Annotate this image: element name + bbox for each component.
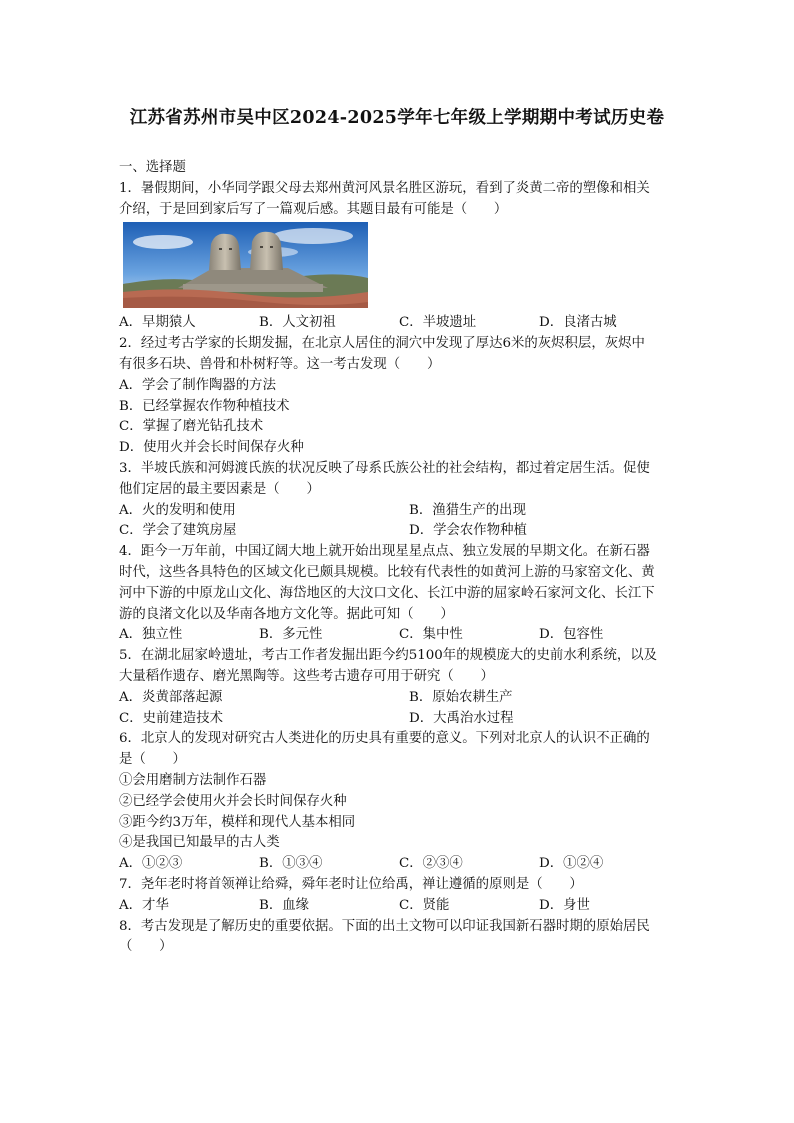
question-2-line-2: 有很多石块、兽骨和朴树籽等。这一考古发现（ ） (119, 356, 441, 372)
option-b[interactable]: B．人文初祖 (259, 315, 336, 331)
question-3-line-1: 3．半坡氏族和河姆渡氏族的状况反映了母系氏族公社的社会结构，都过着定居生活。促使 (119, 460, 650, 476)
question-4-options (119, 625, 679, 646)
question-7-options (119, 896, 679, 917)
question-4-line-2: 时代，这些各具特色的区域文化已颇具规模。比较有代表性的如黄河上游的马家窑文化、黄 (119, 564, 655, 580)
option-b[interactable]: B．血缘 (259, 897, 310, 913)
question-5-options-row-2 (119, 709, 679, 730)
statement-2: ②已经学会使用火并会长时间保存火种 (119, 793, 347, 809)
option-d[interactable]: D．良渚古城 (539, 315, 617, 331)
option-c[interactable]: C．②③④ (399, 856, 463, 872)
question-5-options-row-1 (119, 688, 679, 709)
option-b[interactable]: B．①③④ (259, 856, 323, 872)
option-a[interactable]: A．早期猿人 (119, 315, 196, 331)
yan-huang-statue-photo (123, 222, 368, 308)
question-1-line-1: 1．暑假期间，小华同学跟父母去郑州黄河风景名胜区游玩，看到了炎黄二帝的塑像和相关 (119, 180, 650, 196)
option-a[interactable]: A．火的发明和使用 (119, 502, 236, 518)
question-3-line-2: 他们定居的最主要因素是（ ） (119, 481, 320, 497)
page-title: 江苏省苏州市吴中区2024-2025学年七年级上学期期中考试历史卷 (129, 108, 665, 128)
option-d[interactable]: D．①②④ (539, 856, 604, 872)
option-d[interactable]: D．大禹治水过程 (409, 710, 514, 726)
option-c[interactable]: C．半坡遗址 (399, 315, 477, 331)
question-3-options-row-2 (119, 521, 679, 542)
question-5-line-1: 5．在湖北屈家岭遗址，考古工作者发掘出距今约5100年的规模庞大的史前水利系统，以及 (119, 648, 658, 664)
question-1-options (119, 313, 679, 334)
section-heading: 一、选择题 (119, 160, 186, 175)
option-a[interactable]: A．才华 (119, 897, 169, 913)
statement-1: ①会用磨制方法制作石器 (119, 772, 267, 788)
option-b[interactable]: B．已经掌握农作物种植技术 (119, 398, 290, 414)
question-7-line-1: 7．尧年老时将首领禅让给舜，舜年老时让位给禹，禅让遵循的原则是（ ） (119, 876, 583, 892)
option-b[interactable]: B．原始农耕生产 (409, 689, 513, 705)
question-1-line-2: 介绍，于是回到家后写了一篇观后感。其题目最有可能是（ ） (119, 201, 508, 217)
option-a[interactable]: A．炎黄部落起源 (119, 689, 223, 705)
question-8-line-1: 8．考古发现是了解历史的重要依据。下面的出土文物可以印证我国新石器时期的原始居民 (119, 918, 650, 934)
option-c[interactable]: C．贤能 (399, 897, 450, 913)
option-c[interactable]: C．学会了建筑房屋 (119, 523, 237, 539)
statement-4: ④是我国已知最早的古人类 (119, 835, 280, 851)
option-a[interactable]: A．①②③ (119, 856, 183, 872)
option-a[interactable]: A．独立性 (119, 627, 183, 643)
question-4-line-4: 游的良渚文化以及华南各地方文化等。据此可知（ ） (119, 606, 454, 622)
question-2-line-1: 2．经过考古学家的长期发掘，在北京人居住的洞穴中发现了厚达6米的灰烬积层，灰烬中 (119, 336, 645, 352)
question-8-line-2: （ ） (119, 939, 173, 955)
question-6-line-2: 是（ ） (119, 752, 186, 768)
option-d[interactable]: D．身世 (539, 897, 590, 913)
option-b[interactable]: B．多元性 (259, 627, 323, 643)
question-list (119, 158, 679, 958)
option-d[interactable]: D．学会农作物种植 (409, 523, 527, 539)
question-3-options-row-1 (119, 501, 679, 522)
option-c[interactable]: C．集中性 (399, 627, 463, 643)
option-c[interactable]: C．掌握了磨光钻孔技术 (119, 419, 264, 435)
statement-3: ③距今约3万年，模样和现代人基本相同 (119, 814, 356, 830)
option-d[interactable]: D．包容性 (539, 627, 604, 643)
option-b[interactable]: B．渔猎生产的出现 (409, 502, 526, 518)
question-6-line-1: 6．北京人的发现对研究古人类进化的历史具有重要的意义。下列对北京人的认识不正确的 (119, 731, 650, 747)
question-4-line-3: 河中下游的中原龙山文化、海岱地区的大汶口文化、长江中游的屈家岭石家河文化、长江下 (119, 585, 655, 601)
statue-illustration (123, 222, 368, 308)
question-6-options (119, 854, 679, 875)
option-a[interactable]: A．学会了制作陶器的方法 (119, 377, 276, 393)
option-c[interactable]: C．史前建造技术 (119, 710, 223, 726)
option-d[interactable]: D．使用火并会长时间保存火种 (119, 440, 304, 456)
question-4-line-1: 4．距今一万年前，中国辽阔大地上就开始出现星星点点、独立发展的早期文化。在新石器 (119, 544, 650, 560)
question-5-line-2: 大量稻作遗存、磨光黑陶等。这些考古遗存可用于研究（ ） (119, 668, 494, 684)
